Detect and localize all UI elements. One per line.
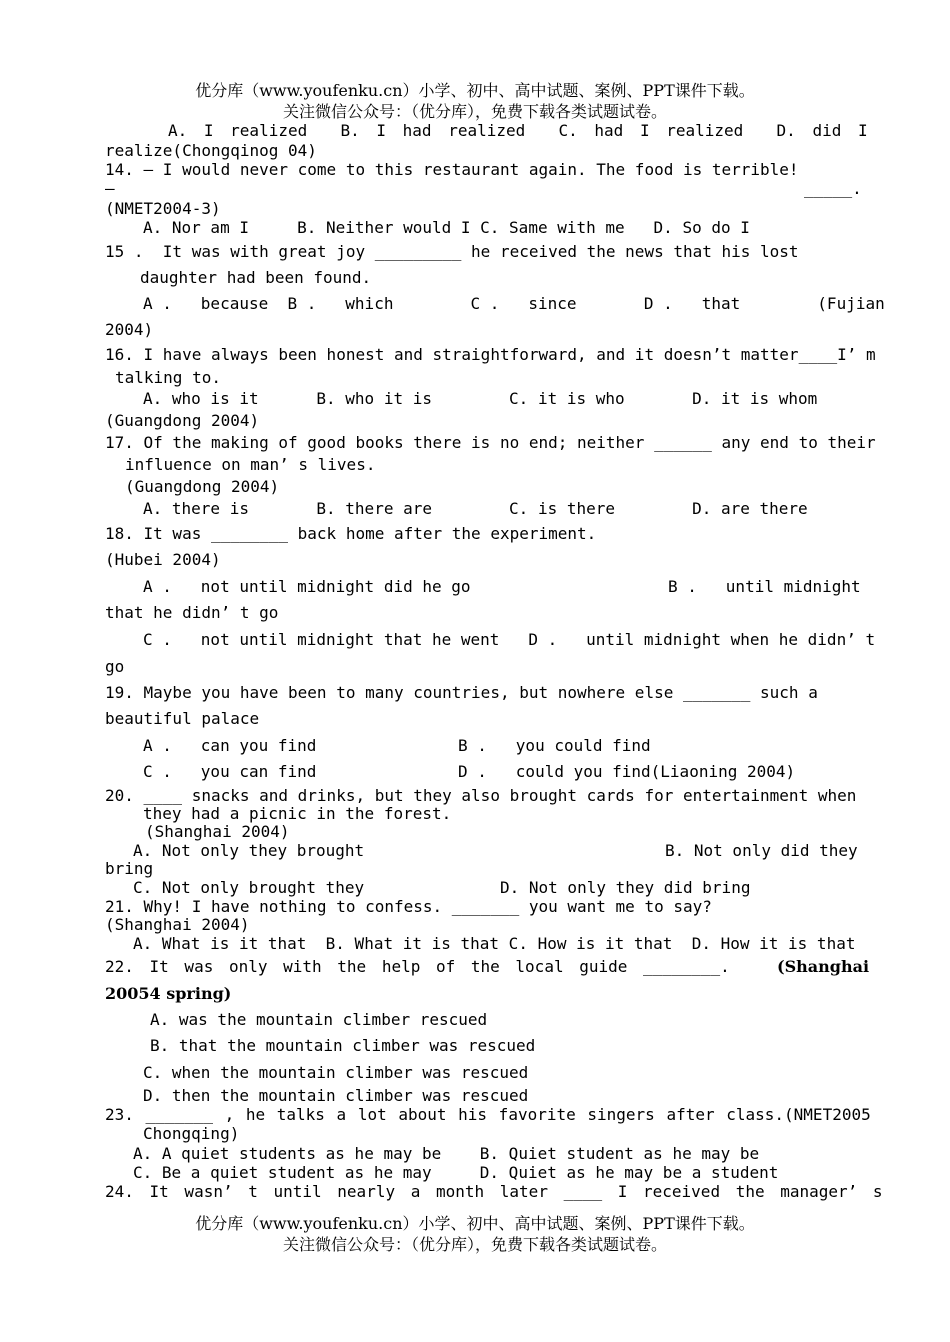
page-footer-line-2: 关注微信公众号：（优分库），免费下载各类试题试卷。 <box>282 1235 667 1254</box>
q17-options: A. there is B. there are C. is there D. are there <box>143 499 808 518</box>
q14-blank: _____. <box>804 179 862 198</box>
q23-options-cd: C. Be a quiet student as he may D. Quiet as he may be a student <box>133 1163 779 1182</box>
page-header-line-1: 优分库（www.youfenku.cn）小学、初中、高中试题、案例、PPT课件下载。 <box>195 81 755 100</box>
q19-option-a: A . can you find <box>143 736 317 755</box>
q16-source: (Guangdong 2004) <box>105 411 260 430</box>
q14-options: A. Nor am I B. Neither would I C. Same with me D. So do I <box>143 218 750 237</box>
q18-option-a: A . not until midnight did he go <box>143 577 471 596</box>
q14-source: (NMET2004-3) <box>105 199 221 218</box>
q20-stem-cont: they had a picnic in the forest. <box>143 804 452 823</box>
q15-source: 2004) <box>105 320 154 339</box>
q21-stem: 21. Why! I have nothing to confess. _______ you want me to say? <box>105 897 712 916</box>
q14-dash: — <box>105 179 115 198</box>
q24-stem: 24. It wasn’ t until nearly a month later ____ I received the manager’ s <box>105 1182 883 1201</box>
q14-stem: 14. — I would never come to this restaurant again. The food is terrible! <box>105 160 799 179</box>
q20-option-b: B. Not only did they <box>665 841 858 860</box>
q22-option-d: D. then the mountain climber was rescued <box>143 1086 529 1105</box>
q16-stem-cont: talking to. <box>115 368 221 387</box>
q16-stem: 16. I have always been honest and straightforward, and it doesn’t matter____I’ m <box>105 345 876 364</box>
q23-options-ab: A. A quiet students as he may be B. Quiet student as he may be <box>133 1144 760 1163</box>
q18-option-b-cont: that he didn’ t go <box>105 603 279 622</box>
q22-source: (Shanghai <box>777 957 870 976</box>
q16-options: A. who is it B. who it is C. it is who D. it is whom <box>143 389 818 408</box>
q18-source: (Hubei 2004) <box>105 550 221 569</box>
q18-option-cd: C . not until midnight that he went D . until midnight when he didn’ t <box>143 630 876 649</box>
q23-stem: 23. _______ , he talks a lot about his favorite singers after class.(NMET2005 <box>105 1105 871 1124</box>
q20-option-c: C. Not only brought they <box>133 878 365 897</box>
q13-source: realize(Chongqinog 04) <box>105 141 317 160</box>
q20-stem: 20. ____ snacks and drinks, but they also brought cards for entertainment when <box>105 786 857 805</box>
q15-stem-cont: daughter had been found. <box>140 268 372 287</box>
q22-option-b: B. that the mountain climber was rescued <box>150 1036 536 1055</box>
q15-stem: 15 . It was with great joy _________ he received the news that his lost <box>105 242 799 261</box>
q17-stem-cont: influence on man’ s lives. <box>125 455 376 474</box>
q13-options: A. I realized B. I had realized C. had I realized D. did I <box>168 121 868 140</box>
q20-option-a: A. Not only they brought <box>133 841 365 860</box>
q17-source: (Guangdong 2004) <box>125 477 280 496</box>
q19-stem-cont: beautiful palace <box>105 709 260 728</box>
q20-option-b-cont: bring <box>105 859 154 878</box>
q20-source: (Shanghai 2004) <box>145 822 290 841</box>
q23-source: Chongqing) <box>143 1124 240 1143</box>
q21-source: (Shanghai 2004) <box>105 915 250 934</box>
q19-option-c: C . you can find <box>143 762 317 781</box>
q21-options: A. What is it that B. What it is that C. How is it that D. How it is that <box>133 934 856 953</box>
q19-option-b: B . you could find <box>458 736 651 755</box>
q15-options: A . because B . which C . since D . that (Fujian <box>143 294 885 313</box>
q19-option-d: D . could you find(Liaoning 2004) <box>458 762 796 781</box>
q19-stem: 19. Maybe you have been to many countries, but nowhere else _______ such a <box>105 683 818 702</box>
q22-source-cont: 20054 spring) <box>105 984 232 1003</box>
q20-option-d: D. Not only they did bring <box>500 878 751 897</box>
q18-option-d-cont: go <box>105 657 125 676</box>
q22-option-c: C. when the mountain climber was rescued <box>143 1063 529 1082</box>
page-footer-line-1: 优分库（www.youfenku.cn）小学、初中、高中试题、案例、PPT课件下载。 <box>195 1214 755 1233</box>
page-header-line-2: 关注微信公众号：（优分库），免费下载各类试题试卷。 <box>282 102 667 121</box>
q18-stem: 18. It was ________ back home after the experiment. <box>105 524 597 543</box>
q22-stem: 22. It was only with the help of the local guide ________. <box>105 957 730 976</box>
q17-stem: 17. Of the making of good books there is no end; neither ______ any end to their <box>105 433 876 452</box>
q22-option-a: A. was the mountain climber rescued <box>150 1010 488 1029</box>
q18-option-b: B . until midnight <box>668 577 861 596</box>
